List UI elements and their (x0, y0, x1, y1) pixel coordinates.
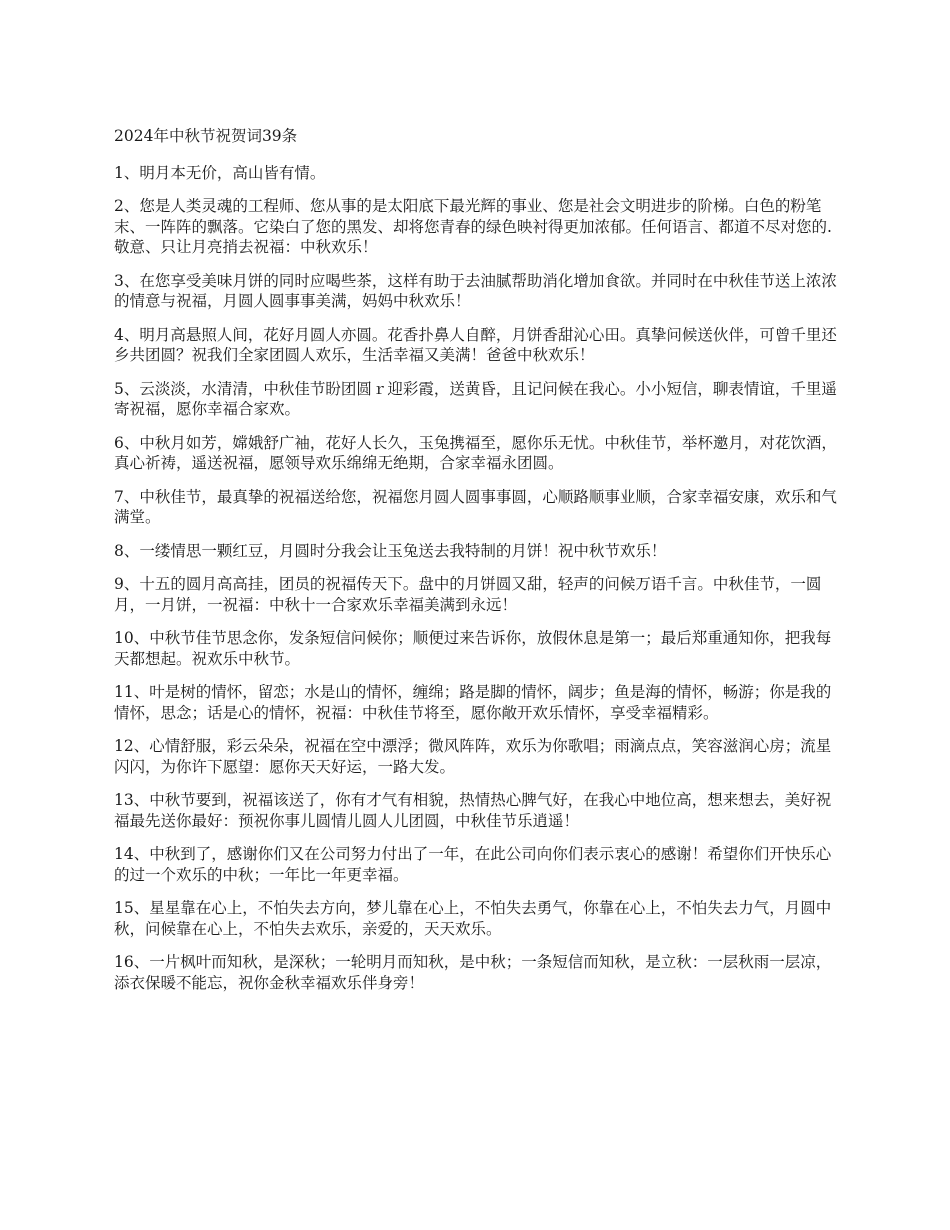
paragraph: 16、一片枫叶而知秋，是深秋；一轮明月而知秋，是中秋；一条短信而知秋，是立秋：一层秋雨一层凉，添衣保暖不能忘，祝你金秋幸福欢乐伴身旁！ (114, 953, 832, 992)
paragraph: 5、云淡淡，水清清，中秋佳节盼团圆ｒ迎彩霞，送黄昏，且记问候在我心。小小短信，聊表情谊，千里遥寄祝福，愿你幸福合家欢。 (114, 379, 837, 418)
document-body (114, 126, 844, 1006)
paragraph: 2、您是人类灵魂的工程师、您从事的是太阳底下最光辉的事业、您是社会文明进步的阶梯。白色的粉笔末、一阵阵的飘落。它染白了您的黑发、却将您青春的绿色映衬得更加浓郁。任何语言、都道不尽对您的.敬意、只让月亮捎去祝福：中秋欢乐！ (114, 197, 832, 256)
paragraph: 14、中秋到了，感谢你们又在公司努力付出了一年，在此公司向你们表示衷心的感谢！希望你们开快乐心的过一个欢乐的中秋；一年比一年更幸福。 (114, 845, 832, 884)
paragraph: 7、中秋佳节，最真挚的祝福送给您，祝福您月圆人圆事事圆，心顺路顺事业顺，合家幸福安康，欢乐和气满堂。 (114, 487, 837, 526)
paragraph: 11、叶是树的情怀，留恋；水是山的情怀，缠绵；路是脚的情怀，阔步；鱼是海的情怀，畅游；你是我的情怀，思念；话是心的情怀，祝福：中秋佳节将至，愿你敞开欢乐情怀，享受幸福精彩。 (114, 683, 832, 722)
paragraph: 12、心情舒服，彩云朵朵，祝福在空中漂浮；微风阵阵，欢乐为你歌唱；雨滴点点，笑容滋润心房；流星闪闪，为你许下愿望：愿你天天好运，一路大发。 (114, 737, 832, 776)
paragraph: 10、中秋节佳节思念你，发条短信问候你；顺便过来告诉你，放假休息是第一；最后郑重通知你，把我每天都想起。祝欢乐中秋节。 (114, 629, 832, 668)
paragraph: 4、明月高悬照人间，花好月圆人亦圆。花香扑鼻人自醉，月饼香甜沁心田。真挚问候送伙伴，可曾千里还乡共团圆？祝我们全家团圆人欢乐，生活幸福又美满！爸爸中秋欢乐！ (114, 325, 837, 364)
paragraph: 3、在您享受美味月饼的同时应喝些茶，这样有助于去油腻帮助消化增加食欲。并同时在中秋佳节送上浓浓的情意与祝福，月圆人圆事事美满，妈妈中秋欢乐！ (114, 271, 837, 310)
paragraph: 15、星星靠在心上，不怕失去方向，梦儿靠在心上，不怕失去勇气，你靠在心上，不怕失去力气，月圆中秋，问候靠在心上，不怕失去欢乐，亲爱的，天天欢乐。 (114, 899, 832, 938)
paragraph: 8、一缕情思一颗红豆，月圆时分我会让玉兔送去我特制的月饼！祝中秋节欢乐！ (114, 541, 667, 560)
paragraph: 13、中秋节要到，祝福该送了，你有才气有相貌，热情热心脾气好，在我心中地位高，想来想去，美好祝福最先送你最好：预祝你事儿圆情儿圆人儿团圆，中秋佳节乐逍遥！ (114, 791, 832, 830)
paragraph: 1、明月本无价，高山皆有情。 (114, 163, 326, 182)
paragraph: 6、中秋月如芳，嫦娥舒广袖，花好人长久，玉兔携福至，愿你乐无忧。中秋佳节，举杯邀月，对花饮酒，真心祈祷，遥送祝福，愿领导欢乐绵绵无绝期，合家幸福永团圆。 (114, 433, 837, 472)
document-title: 2024年中秋节祝贺词39条 (114, 127, 298, 145)
paragraph: 9、十五的圆月高高挂，团员的祝福传天下。盘中的月饼圆又甜，轻声的问候万语千言。中秋佳节，一圆月，一月饼，一祝福：中秋十一合家欢乐幸福美满到永远！ (114, 575, 822, 614)
paragraph-list (114, 163, 844, 994)
